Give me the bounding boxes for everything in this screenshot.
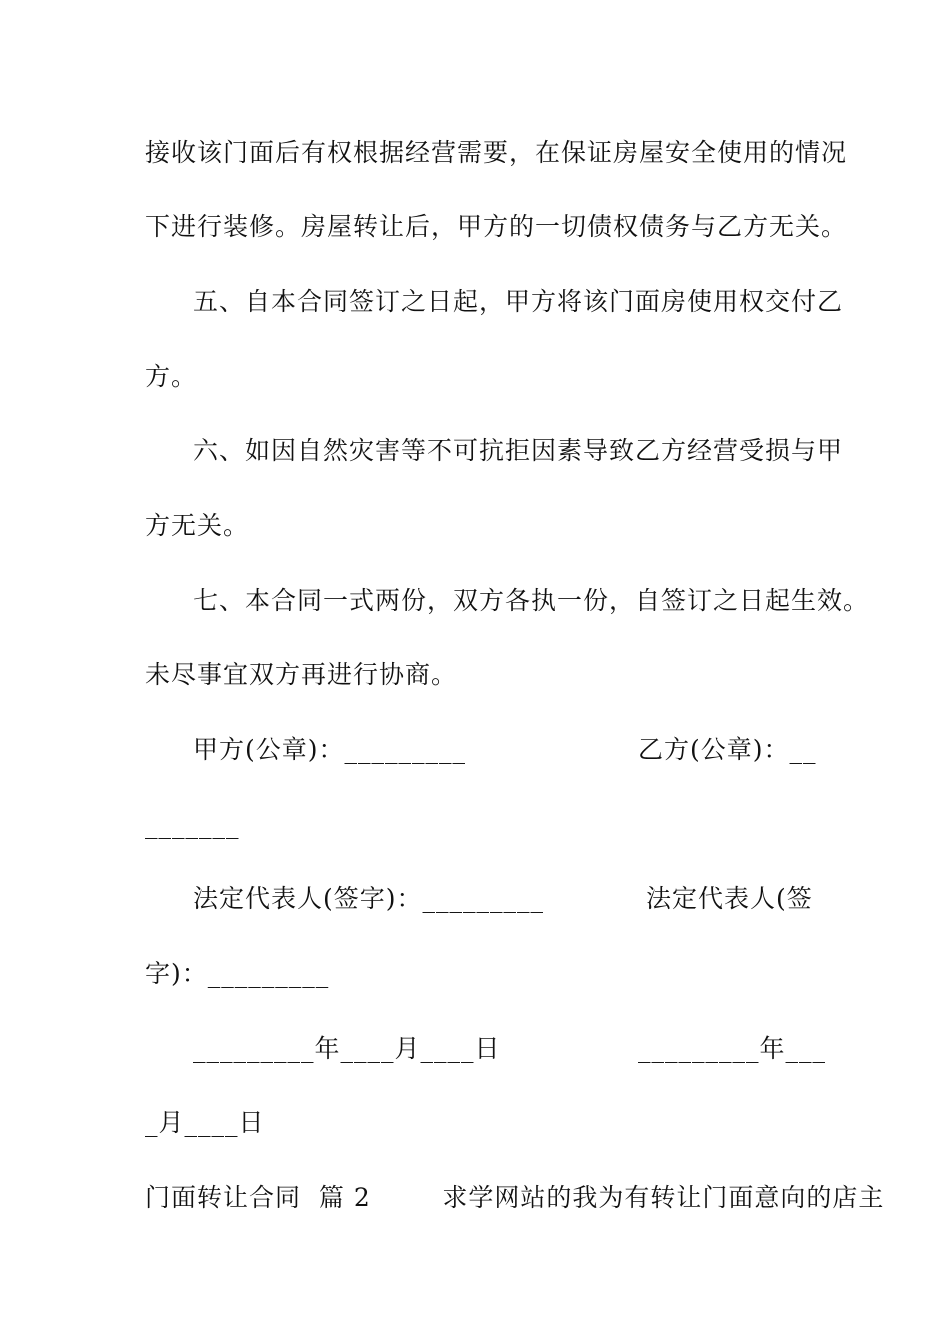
party-a-date: _________年____月____日 [193, 1034, 501, 1063]
party-b-representative: 法定代表人(签 [646, 884, 813, 913]
party-b-date: _________年___ [638, 1034, 827, 1063]
party-b-date-continued: _月____日 [145, 1108, 265, 1137]
party-a-seal: 甲方(公章)：_________ [193, 735, 467, 764]
clause-six: 六、如因自然灾害等不可抗拒因素导致乙方经营受损与甲 [193, 436, 844, 465]
paragraph-line: 未尽事宜双方再进行协商。 [145, 660, 458, 689]
clause-seven: 七、本合同一式两份，双方各执一份，自签订之日起生效。 [193, 586, 870, 615]
party-a-representative: 法定代表人(签字)：_________ [193, 884, 545, 913]
party-b-seal: 乙方(公章)：__ [638, 735, 817, 764]
paragraph-line: 方无关。 [145, 511, 250, 540]
party-b-seal-continued: _______ [145, 810, 240, 839]
paragraph-line: 方。 [145, 362, 198, 391]
paragraph-line: 下进行装修。房屋转让后，甲方的一切债权债务与乙方无关。 [145, 212, 848, 241]
clause-five: 五、自本合同签订之日起，甲方将该门面房使用权交付乙 [193, 287, 844, 316]
next-article-title: 门面转让合同 篇 2 求学网站的我为有转让门面意向的店主 [145, 1183, 885, 1212]
paragraph-line: 接收该门面后有权根据经营需要，在保证房屋安全使用的情况 [145, 138, 848, 167]
party-b-representative-continued: 字)：_________ [145, 959, 330, 988]
